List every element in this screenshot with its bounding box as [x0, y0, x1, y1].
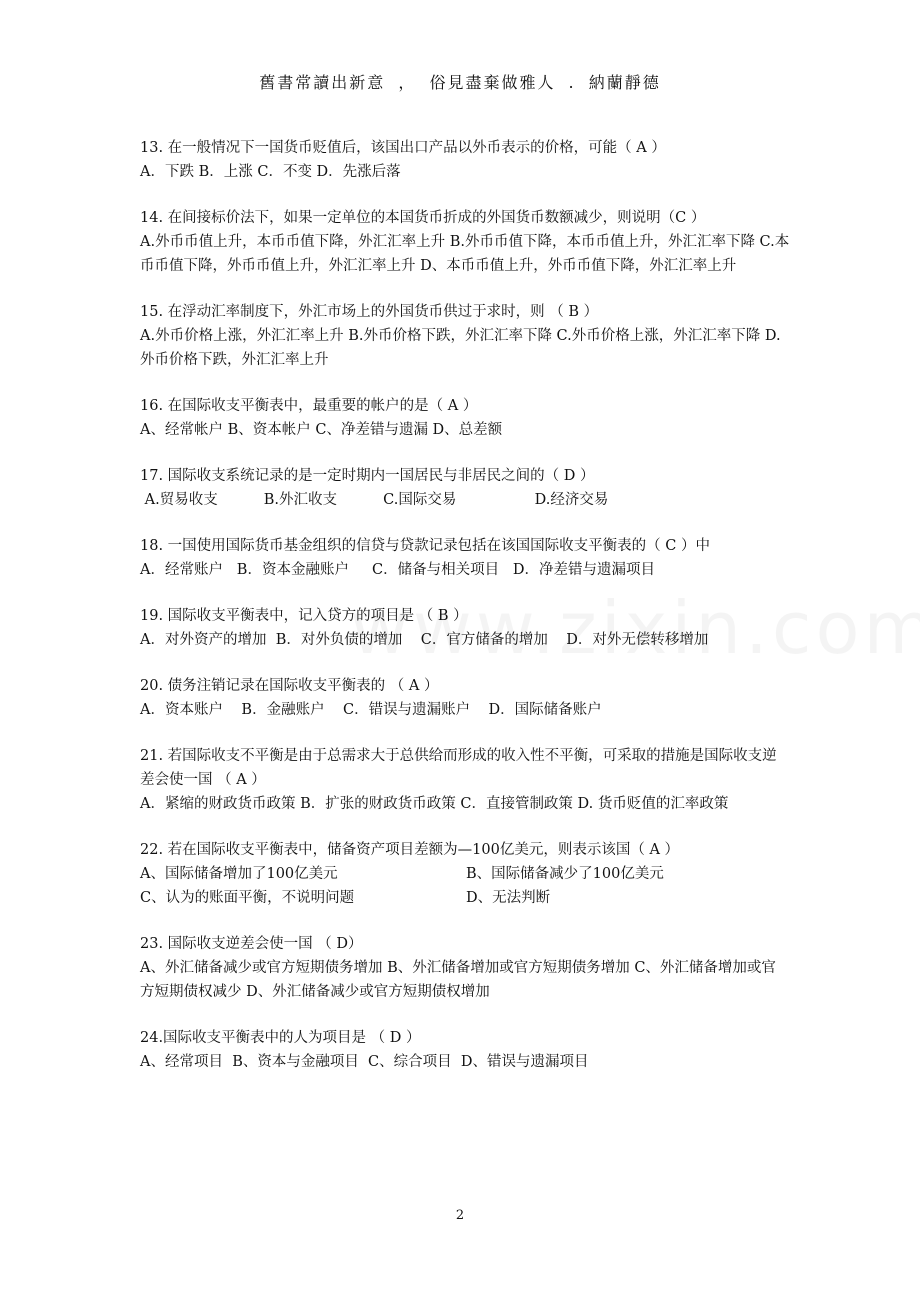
question-22 — [140, 838, 790, 910]
page-header: 舊書常讀出新意 ， 俗見盡棄做雅人 . 納蘭靜德 — [259, 73, 661, 92]
question-options: A．紧缩的财政货币政策 B．扩张的财政货币政策 C．直接管制政策 D. 货币贬值的汇率政策 — [140, 796, 729, 812]
question-options: A．对外资产的增加 B．对外负债的增加 C．官方储备的增加 D．对外无偿转移增加 — [140, 632, 709, 648]
question-13 — [140, 136, 790, 184]
question-options: A、外汇储备减少或官方短期债务增加 B、外汇储备增加或官方短期债务增加 C、外汇储备增加或官方短期债权减少 D、外汇储备减少或官方短期债权增加 — [140, 960, 776, 1000]
question-stem: 14. 在间接标价法下，如果一定单位的本国货币折成的外国货币数额减少，则说明（C ） — [140, 210, 706, 226]
question-23 — [140, 932, 790, 1004]
question-options: A．经常账户 B．资本金融账户 C．储备与相关项目 D．净差错与遗漏项目 — [140, 562, 656, 578]
question-16 — [140, 394, 790, 442]
question-15 — [140, 300, 790, 372]
question-stem: 19. 国际收支平衡表中，记入贷方的项目是 （ B ） — [140, 608, 468, 624]
question-21 — [140, 744, 790, 816]
option-b: B、国际储备减少了100亿美元 — [466, 866, 664, 882]
question-20 — [140, 674, 790, 722]
page-number: 2 — [455, 1208, 465, 1223]
question-stem: 16. 在国际收支平衡表中，最重要的帐户的是（ A ） — [140, 398, 478, 414]
option-c: C、认为的账面平衡，不说明问题 — [140, 890, 355, 906]
question-options: A.外币币值上升，本币币值下降，外汇汇率上升 B.外币币值下降，本币币值上升，外汇汇率下降 C.本币币值下降，外币币值上升，外汇汇率上升 D、本币币值上升，外币币值下降，外汇汇率上升 — [140, 234, 790, 274]
question-stem: 17. 国际收支系统记录的是一定时期内一国居民与非居民之间的（ D ） — [140, 468, 595, 484]
question-19 — [140, 604, 790, 652]
question-options: A.外币价格上涨，外汇汇率上升 B.外币价格下跌，外汇汇率下降 C.外币价格上涨，外汇汇率下降 D.外币价格下跌，外汇汇率上升 — [140, 328, 781, 368]
question-stem: 13. 在一般情况下一国货币贬值后，该国出口产品以外币表示的价格，可能（ A ） — [140, 140, 666, 156]
question-stem: 22. 若在国际收支平衡表中，储备资产项目差额为—100亿美元，则表示该国（ A ） — [140, 842, 680, 858]
question-options: A．资本账户 B．金融账户 C．错误与遗漏账户 D．国际储备账户 — [140, 702, 602, 718]
question-17 — [140, 464, 790, 512]
question-options: A.贸易收支 B.外汇收支 C.国际交易 D.经济交易 — [140, 492, 609, 508]
option-d: D、无法判断 — [466, 890, 551, 906]
question-stem: 15. 在浮动汇率制度下，外汇市场上的外国货币供过于求时，则 （ B ） — [140, 304, 599, 320]
question-stem: 21. 若国际收支不平衡是由于总需求大于总供给而形成的收入性不平衡，可采取的措施是国际收支逆差会使一国 （ A ） — [140, 748, 777, 788]
option-a: A、国际储备增加了100亿美元 — [140, 866, 338, 882]
question-stem: 24.国际收支平衡表中的人为项目是 （ D ） — [140, 1030, 421, 1046]
question-options: A、经常帐户 B、资本帐户 C、净差错与遗漏 D、总差额 — [140, 422, 503, 438]
question-stem: 18. 一国使用国际货币基金组织的信贷与贷款记录包括在该国国际收支平衡表的（ C ）中 — [140, 538, 710, 554]
question-18 — [140, 534, 790, 582]
question-options — [140, 862, 790, 910]
question-list — [140, 136, 790, 1096]
question-options: A．下跌 B．上涨 C．不变 D．先涨后落 — [140, 164, 401, 180]
question-24 — [140, 1026, 790, 1074]
question-14 — [140, 206, 790, 278]
question-options: A、经常项目 B、资本与金融项目 C、综合项目 D、错误与遗漏项目 — [140, 1054, 589, 1070]
question-stem: 20. 债务注销记录在国际收支平衡表的 （ A ） — [140, 678, 439, 694]
question-stem: 23. 国际收支逆差会使一国 （ D） — [140, 936, 363, 952]
